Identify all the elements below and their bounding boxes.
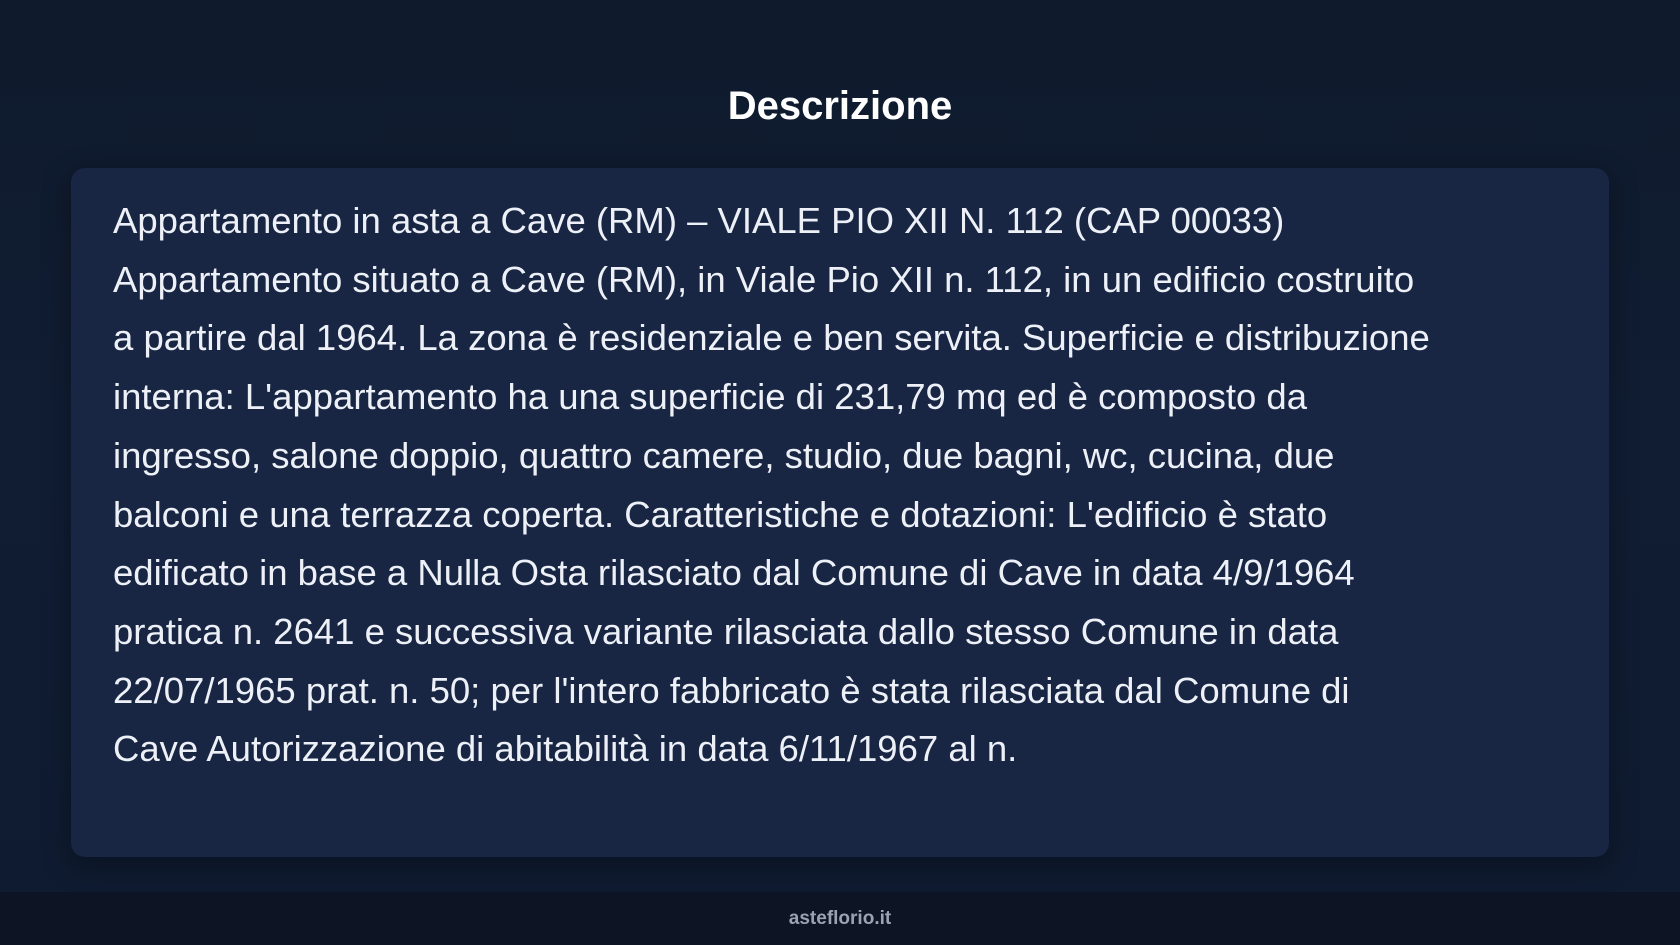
footer-site-label: asteflorio.it	[788, 908, 892, 929]
description-text: Appartamento in asta a Cave (RM) – VIALE PIO XII N. 112 (CAP 00033) Appartamento situato a Cave (RM), in Viale Pio XII n. 112, in un edificio costruito a partire dal 1964. La zona è residenziale e ben servita. Superficie e distribuzione interna: L'appartamento ha una superficie di 231,79 mq ed è composto da ingresso, salone doppio, quattro camere, studio, due bagni, wc, cucina, due balconi e una terrazza coperta. Caratteristiche e dotazioni: L'edificio è stato edificato in base a Nulla Osta rilasciato dal Comune di Cave in data 4/9/1964 pratica n. 2641 e successiva variante rilasciata dallo stesso Comune in data 22/07/1965 prat. n. 50; per l'intero fabbricato è stata rilasciata dal Comune di Cave Autorizzazione di abitabilità in data 6/11/1967 al n.	[113, 200, 1430, 770]
page-title: Descrizione	[727, 84, 953, 128]
footer-bar	[0, 892, 1680, 945]
description-card	[71, 168, 1609, 857]
